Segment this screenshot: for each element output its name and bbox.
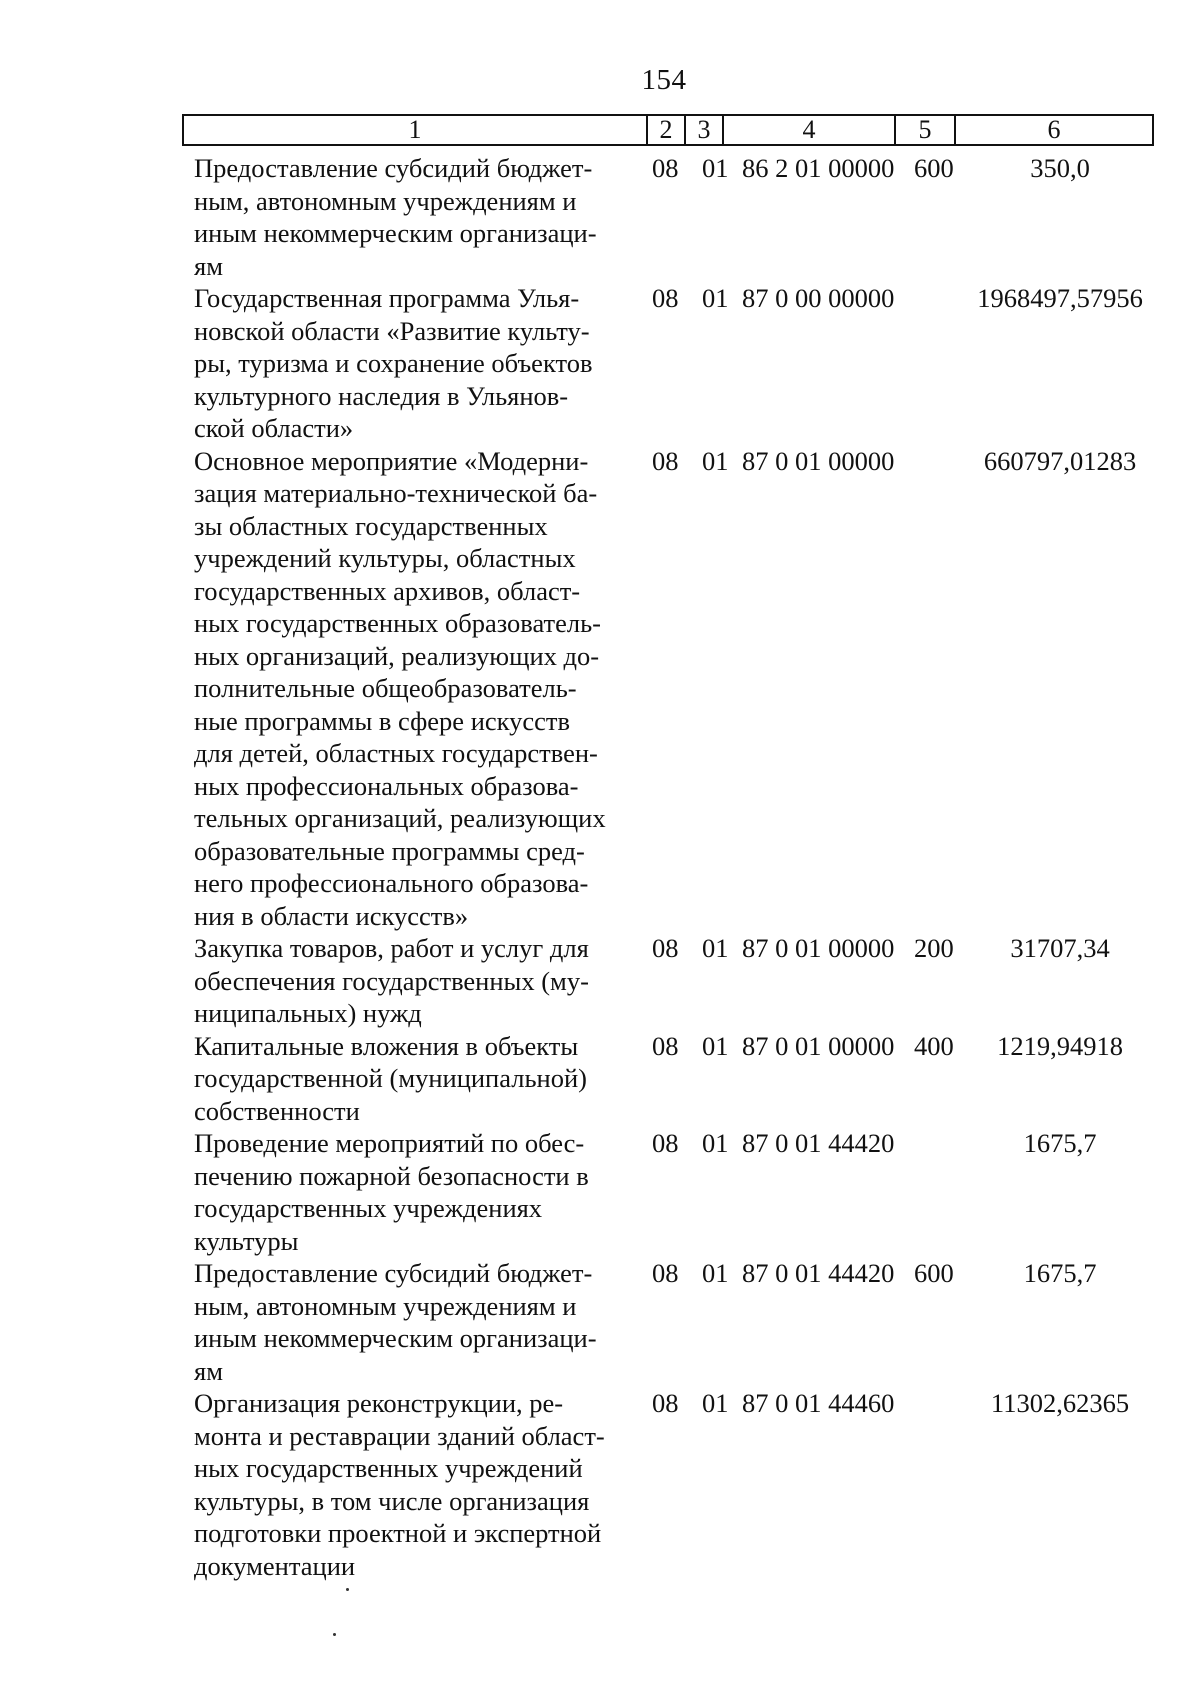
row-target-article: 87 0 01 00000 (742, 445, 895, 476)
row-name: Предоставление субсидий бюджет- ным, автономным учреждениям и иным некоммерческим организаци- ям (194, 1258, 597, 1386)
row-subsection: 01 (702, 933, 729, 963)
row-amount: 350,0 (1030, 153, 1090, 183)
table-row (194, 1387, 1164, 1582)
row-target-article: 87 0 01 44420 (742, 1258, 895, 1288)
row-subsection: 01 (702, 1388, 729, 1418)
row-name: Капитальные вложения в объекты государственной (муниципальной) собственности (194, 1030, 587, 1126)
table-row (194, 1257, 1164, 1387)
header-col-4: 4 (724, 116, 896, 144)
row-expense-type: 200 (914, 933, 954, 963)
table-row (194, 152, 1164, 282)
row-expense-type: 600 (914, 153, 954, 183)
row-section: 08 (652, 153, 679, 183)
header-col-3: 3 (686, 116, 724, 144)
row-amount: 1675,7 (1023, 1258, 1097, 1288)
table-body (194, 152, 1164, 1582)
table-row (194, 1030, 1164, 1128)
row-subsection: 01 (702, 1030, 729, 1061)
row-name: Закупка товаров, работ и услуг для обеспечения государственных (му- ниципальных) нужд (194, 933, 589, 1028)
row-section: 08 (652, 445, 679, 476)
row-section: 08 (652, 1388, 679, 1418)
header-col-2: 2 (648, 116, 686, 144)
row-target-article: 87 0 01 44460 (742, 1388, 895, 1418)
row-name: Предоставление субсидий бюджет- ным, автономным учреждениям и иным некоммерческим организаци- ям (194, 153, 597, 281)
row-amount: 11302,62365 (990, 1388, 1130, 1418)
row-name: Проведение мероприятий по обес- печению пожарной безопасности в государственных учреждениях культуры (194, 1128, 589, 1256)
row-target-article: 87 0 01 44420 (742, 1128, 895, 1158)
row-name: Основное мероприятие «Модерни- зация материально-технической ба- зы областных государственных учреждений культуры, областных государственных архивов, област- ных государственных образователь- ных организаций, реализующих до- полнительные общеобразователь- ные программы в сфере искусств для детей, областных государствен- ных профессиональных образова- тельных организаций, реализующих образовательные программы сред- него профессионального образова- ния в области искусств» (194, 445, 606, 931)
row-amount: 31707,34 (1010, 933, 1110, 963)
header-col-5: 5 (896, 116, 956, 144)
table-row (194, 932, 1164, 1030)
row-section: 08 (652, 283, 679, 313)
row-amount: 1968497,57956 (977, 283, 1143, 313)
row-subsection: 01 (702, 1128, 729, 1158)
row-amount: 660797,01283 (983, 445, 1137, 476)
row-target-article: 86 2 01 00000 (742, 153, 895, 183)
scan-speck (346, 1588, 349, 1591)
row-target-article: 87 0 00 00000 (742, 283, 895, 313)
row-target-article: 87 0 01 00000 (742, 933, 895, 963)
table-row (194, 445, 1164, 933)
table-header (182, 114, 1154, 146)
row-subsection: 01 (702, 283, 729, 313)
row-expense-type: 400 (914, 1030, 954, 1061)
row-subsection: 01 (702, 445, 729, 476)
table-row (194, 1127, 1164, 1257)
header-col-1: 1 (184, 116, 648, 144)
row-name: Организация реконструкции, ре- монта и реставрации зданий област- ных государственных учреждений культуры, в том числе организация подготовки проектной и экспертной документации (194, 1388, 605, 1581)
row-subsection: 01 (702, 1258, 729, 1288)
row-expense-type: 600 (914, 1258, 954, 1288)
row-section: 08 (652, 1030, 679, 1061)
page-number: 154 (641, 64, 687, 96)
scan-speck (333, 1633, 336, 1636)
row-section: 08 (652, 933, 679, 963)
row-subsection: 01 (702, 153, 729, 183)
table-row (194, 282, 1164, 445)
row-section: 08 (652, 1258, 679, 1288)
row-amount: 1219,94918 (997, 1030, 1123, 1061)
row-section: 08 (652, 1128, 679, 1158)
row-name: Государственная программа Улья- новской области «Развитие культу- ры, туризма и сохранение объектов культурного наследия в Ульянов- ской области» (194, 283, 593, 443)
row-amount: 1675,7 (1023, 1128, 1097, 1158)
row-target-article: 87 0 01 00000 (742, 1030, 895, 1061)
header-col-6: 6 (1047, 115, 1061, 144)
